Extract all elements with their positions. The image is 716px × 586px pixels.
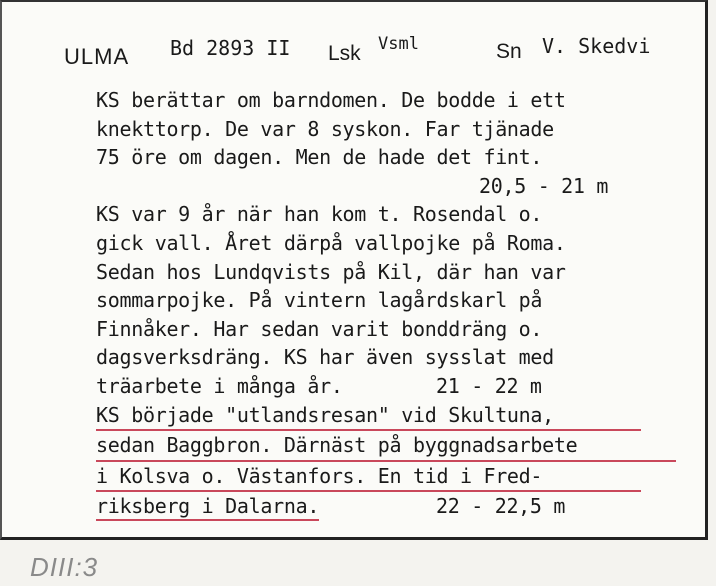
text-line [96, 86, 686, 115]
underlined-line [96, 431, 676, 462]
county-label: Lsk [328, 42, 361, 65]
line-text: i Kolsva o. Västanfors. En tid i Fred- [96, 463, 543, 488]
line-text: 75 öre om dagen. Men de hade det fint. [96, 145, 543, 170]
underlined-line [96, 462, 641, 493]
archive-code: ULMA [64, 44, 130, 69]
parish-value: V. Skedvi [542, 34, 651, 58]
text-line [96, 229, 686, 258]
text-line [96, 258, 686, 287]
pencil-annotation: DIII:3 [30, 552, 99, 582]
line-text: träarbete i många år. [96, 373, 343, 398]
text-line [96, 200, 686, 229]
line-text: KS började "utlandsresan" vid Skultuna, [96, 402, 554, 427]
line-text: dagsverksdräng. KS har även sysslat med [96, 345, 554, 370]
line-text: knekttorp. De var 8 syskon. Far tjänade [96, 116, 554, 141]
underlined-line [96, 401, 641, 432]
time-marker: 22 - 22,5 m [436, 494, 566, 519]
line-text: riksberg i Dalarna. [96, 493, 319, 521]
volume-reference: Bd 2893 II [170, 36, 291, 60]
card-header [64, 32, 685, 72]
time-marker: 20,5 - 21 m [479, 173, 609, 198]
text-line [96, 315, 686, 344]
line-text: Finnåker. Har sedan varit bonddräng o. [96, 316, 543, 341]
card-text [96, 86, 686, 521]
parish-label: Sn [496, 40, 522, 63]
text-line [96, 115, 686, 144]
text-line [96, 372, 686, 401]
line-text: Sedan hos Lundqvists på Kil, där han var [96, 259, 566, 284]
line-text: sedan Baggbron. Därnäst på byggnadsarbete [96, 433, 578, 458]
text-line [96, 143, 686, 172]
line-text: KS var 9 år när han kom t. Rosendal o. [96, 202, 543, 227]
county-value: Vsml [378, 34, 419, 54]
underlined-line [96, 492, 686, 521]
line-text: sommarpojke. På vintern lagårdskarl på [96, 288, 543, 313]
time-marker: 21 - 22 m [436, 373, 542, 398]
text-line [96, 343, 686, 372]
line-text: gick vall. Året därpå vallpojke på Roma. [96, 230, 566, 255]
text-line [96, 286, 686, 315]
line-text: KS berättar om barndomen. De bodde i ett [96, 88, 566, 112]
time-line [96, 172, 686, 201]
